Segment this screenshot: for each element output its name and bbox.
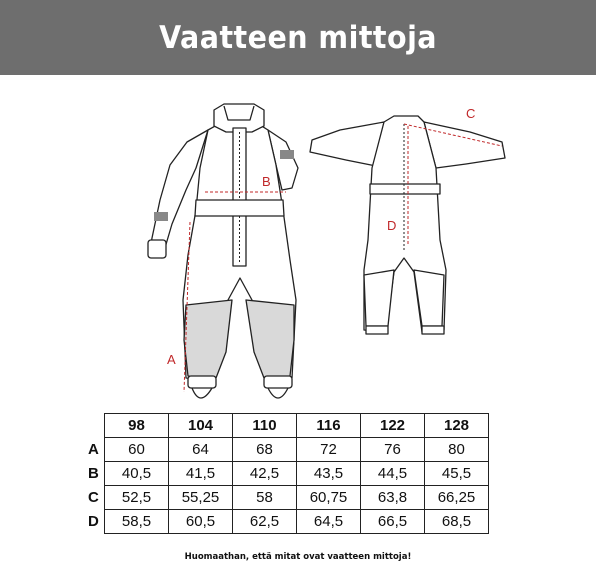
measure-label-c: C: [466, 106, 476, 121]
measure-label-a: A: [167, 352, 176, 367]
footnote: Huomaathan, että mitat ovat vaatteen mittoja!: [184, 552, 412, 562]
table-row: [88, 438, 489, 462]
title-banner: [0, 0, 596, 75]
table-cell: 44,5: [361, 462, 425, 486]
page-title: Vaatteen mittoja: [159, 19, 437, 56]
row-label: C: [88, 489, 99, 506]
table-cell: 58,5: [105, 510, 169, 534]
table-cell: 66,5: [361, 510, 425, 534]
garment-illustration: [0, 90, 596, 410]
table-cell: 76: [361, 438, 425, 462]
table-cell: 55,25: [169, 486, 233, 510]
table-cell: 52,5: [105, 486, 169, 510]
size-header: 110: [233, 414, 297, 438]
table-cell: 63,8: [361, 486, 425, 510]
size-header: 104: [169, 414, 233, 438]
table-cell: 66,25: [425, 486, 489, 510]
table-cell: 80: [425, 438, 489, 462]
row-label: B: [88, 465, 99, 482]
table-cell: 64,5: [297, 510, 361, 534]
table-row: [88, 462, 489, 486]
row-label: A: [88, 441, 99, 458]
table-cell: 60,5: [169, 510, 233, 534]
size-header: 122: [361, 414, 425, 438]
measure-label-d: D: [387, 218, 397, 233]
table-cell: 60: [105, 438, 169, 462]
table-cell: 58: [233, 486, 297, 510]
table-cell: 72: [297, 438, 361, 462]
table-row: [88, 486, 489, 510]
table-cell: 60,75: [297, 486, 361, 510]
table-cell: 41,5: [169, 462, 233, 486]
measure-label-b: B: [262, 174, 271, 189]
table-cell: 64: [169, 438, 233, 462]
table-cell: 42,5: [233, 462, 297, 486]
table-cell: 68,5: [425, 510, 489, 534]
table-cell: 43,5: [297, 462, 361, 486]
table-row: [88, 510, 489, 534]
size-header: 128: [425, 414, 489, 438]
size-header-row: [88, 414, 489, 438]
table-cell: 45,5: [425, 462, 489, 486]
table-cell: 62,5: [233, 510, 297, 534]
size-table: [88, 413, 489, 534]
table-corner: [88, 414, 105, 438]
table-cell: 68: [233, 438, 297, 462]
size-header: 116: [297, 414, 361, 438]
size-header: 98: [105, 414, 169, 438]
row-label: D: [88, 513, 99, 530]
table-cell: 40,5: [105, 462, 169, 486]
